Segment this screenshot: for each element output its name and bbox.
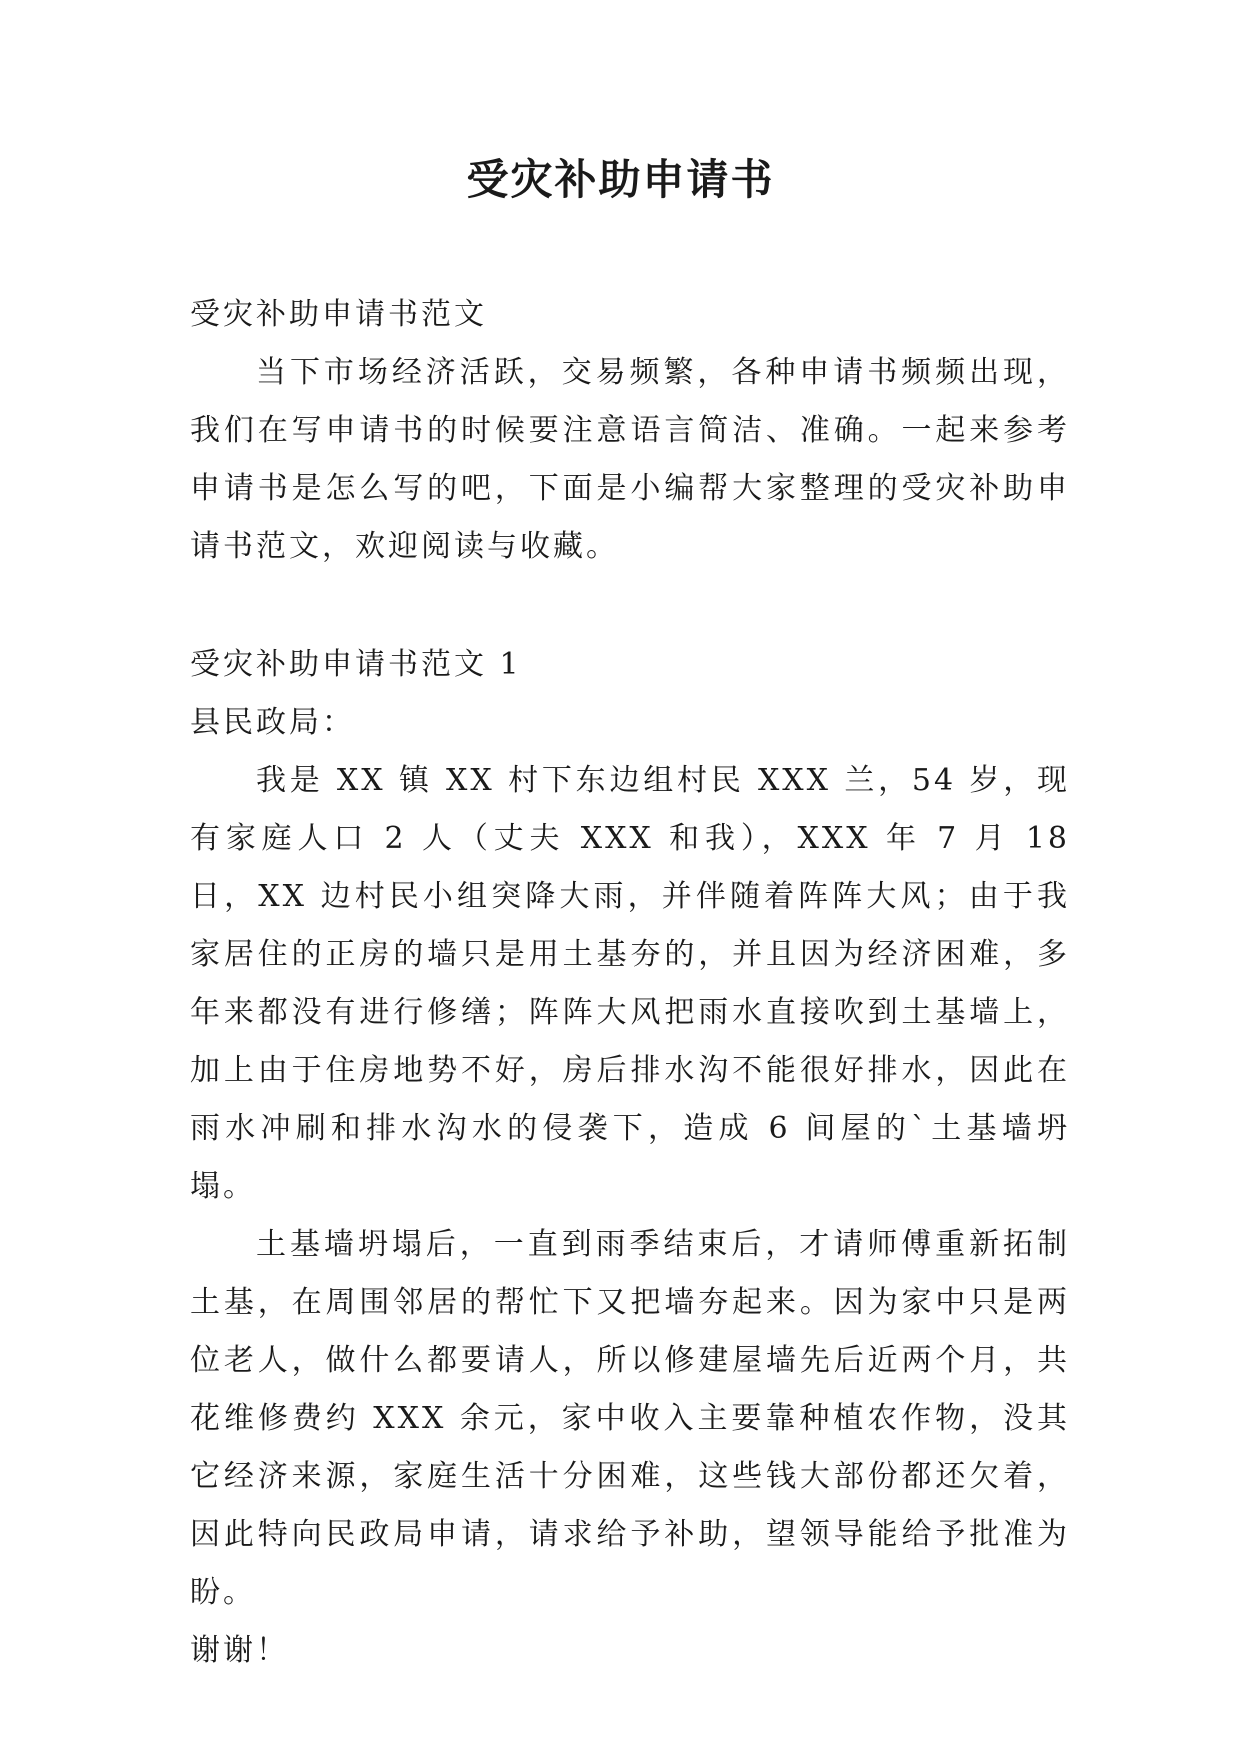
intro-paragraph: 当下市场经济活跃，交易频繁，各种申请书频频出现，我们在写申请书的时候要注意语言简洁、准确。一起来参考申请书是怎么写的吧，下面是小编帮大家整理的受灾补助申请书范文，欢迎阅读与收藏。 xyxy=(190,355,1070,564)
sample-section xyxy=(190,636,1070,1680)
document-title: 受灾补助申请书 xyxy=(466,155,775,204)
intro-heading: 受灾补助申请书范文 xyxy=(190,297,487,332)
body-paragraph: 我是 XX 镇 XX 村下东边组村民 XXX 兰，54 岁，现有家庭人口 2 人（丈夫 XXX 和我），XXX 年 7 月 18 日，XX 边村民小组突降大雨，并伴随着阵阵大风；由于我家居住的正房的墙只是用土基夯的，并且因为经济困难，多年来都没有进行修缮；阵阵大风把雨水直接吹到土基墙上，加上由于住房地势不好，房后排水沟不能很好排水，因此在雨水冲刷和排水沟水的侵袭下，造成 6 间屋的`土基墙坍塌。 xyxy=(190,763,1070,1204)
salutation: 县民政局： xyxy=(190,705,355,740)
body-paragraph: 土基墙坍塌后，一直到雨季结束后，才请师傅重新拓制土基，在周围邻居的帮忙下又把墙夯起来。因为家中只是两位老人，做什么都要请人，所以修建屋墙先后近两个月，共花维修费约 XXX 余元，家中收入主要靠种植农作物，没其它经济来源，家庭生活十分困难，这些钱大部份都还欠着，因此特向民政局申请，请求给予补助，望领导能给予批准为盼。 xyxy=(190,1227,1070,1610)
closing-line: 谢谢！ xyxy=(190,1633,289,1668)
sample-heading: 受灾补助申请书范文 1 xyxy=(190,647,522,682)
intro-section xyxy=(190,286,1070,576)
